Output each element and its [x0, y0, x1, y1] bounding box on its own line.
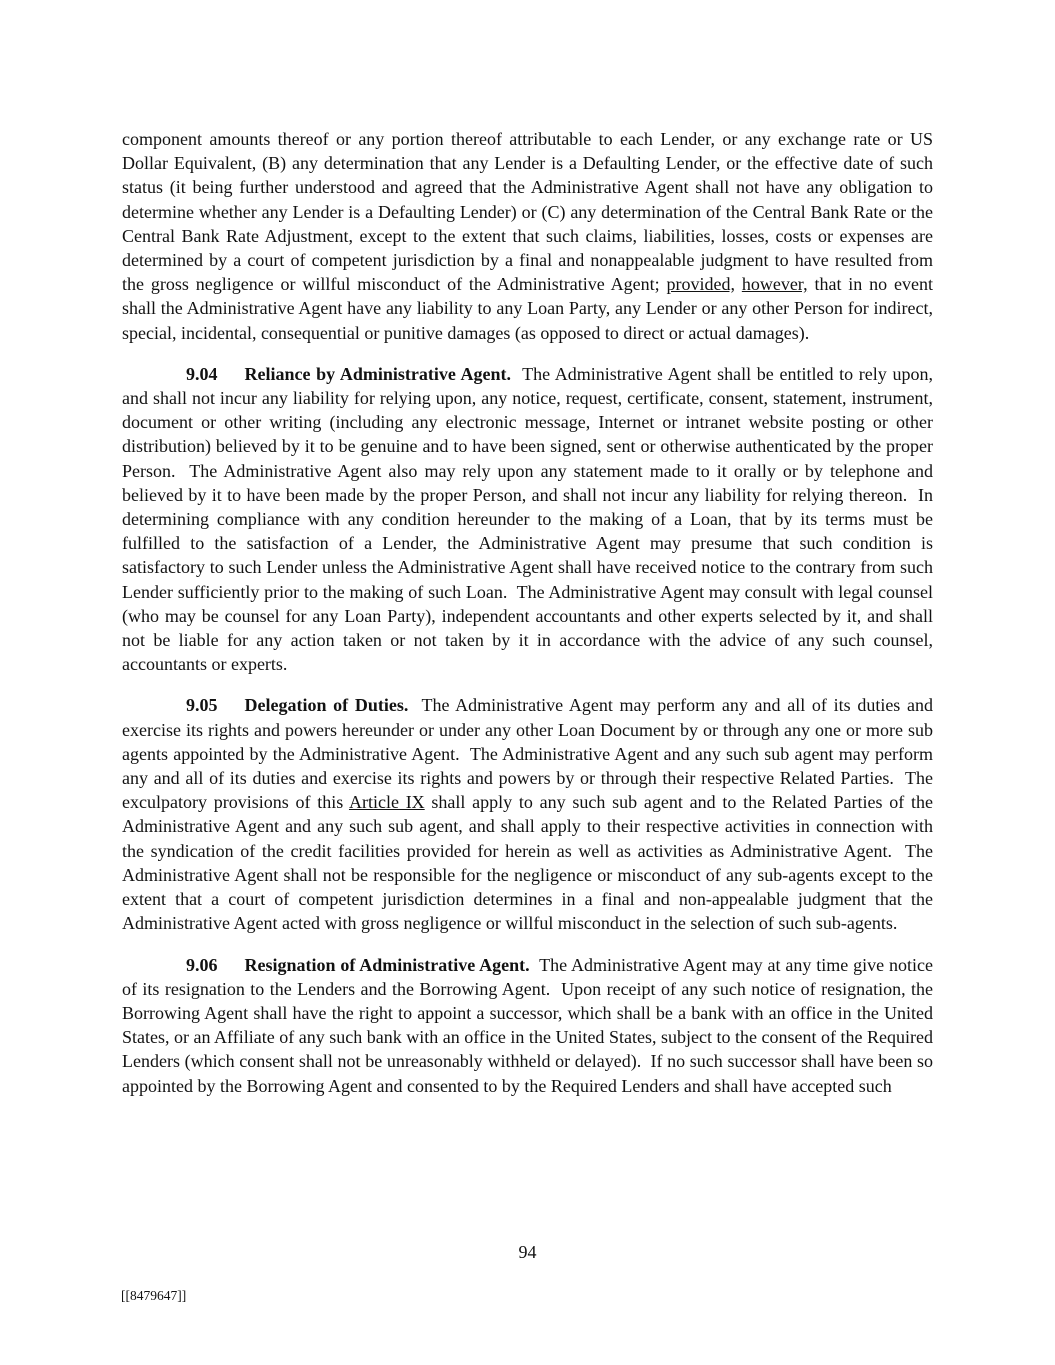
text-run: component amounts thereof or any portion thereof attributable to each Lender, or any exchange rate or US Dollar Equivalent, (B) any determination that any Lender is a Defaulting Lender, or the effective date of such status (it being further understood and agreed that the Administrative Agent shall not have any obligation to determine whether any Lender is a Defaulting Lender) or (C) any determination of the Central Bank Rate or the Central Bank Rate Adjustment, except to the extent that such claims, liabilities, losses, costs or expenses are determined by a court of competent jurisdiction by a final and nonappealable judgment to have resulted from the gross negligence or willful misconduct of the Administrative Agent;	[122, 129, 933, 295]
paragraph-9-04	[122, 362, 933, 677]
page-number: 94	[518, 1242, 537, 1262]
footer-document-id: [[8479647]]	[121, 1288, 187, 1303]
section-number: 9.06	[186, 954, 218, 975]
text-run: The Administrative Agent may at any time give notice of its resignation to the Lenders and the Borrowing Agent. Upon receipt of any such notice of resignation, the Borrowing Agent shall have the right to appoint a successor, which shall be a bank with an office in the United States, or an Affiliate of any such bank with an office in the United States, subject to the consent of the Required Lenders (which consent shall not be unreasonably withheld or delayed). If no such successor shall have been so appointed by the Borrowing Agent and consented to by the Required Lenders and shall have accepted such	[122, 954, 933, 1096]
section-number: 9.05	[186, 695, 218, 716]
paragraph-continuation	[122, 127, 933, 345]
section-title: Resignation of Administrative Agent.	[244, 954, 530, 975]
paragraph-9-06	[122, 953, 933, 1098]
text-run: The Administrative Agent shall be entitled to rely upon, and shall not incur any liability for relying upon, any notice, request, certificate, consent, statement, instrument, document or other writing (including any electronic message, Internet or intranet website posting or other distribution) believed by it to be genuine and to have been signed, sent or otherwise authenticated by the proper Person. The Administrative Agent also may rely upon any statement made to it orally or by telephone and believed by it to have been made by the proper Person, and shall not incur any liability for relying thereon. In determining compliance with any condition hereunder to the making of a Loan, that by its terms must be fulfilled to the satisfaction of a Lender, the Administrative Agent may presume that such condition is satisfactory to such Lender unless the Administrative Agent shall have received notice to the contrary from such Lender sufficiently prior to the making of such Loan. The Administrative Agent may consult with legal counsel (who may be counsel for any Loan Party), independent accountants and other experts selected by it, and shall not be liable for any action taken or not taken by it in accordance with the advice of any such counsel, accountants or experts.	[122, 363, 933, 675]
text-run	[735, 274, 742, 294]
text-run: shall apply to any such sub agent and to the Related Parties of the Administrative Agent and any such sub agent, and shall apply to their respective activities in connection with the syndication of the credit facilities provided for herein as well as activities as Administrative Agent. The Administrative Agent shall not be responsible for the negligence or misconduct of any sub-agents except to the extent that a court of competent jurisdiction determines in a final and non-appealable judgment that the Administrative Agent acted with gross negligence or willful misconduct in the selection of such sub-agents.	[122, 792, 934, 934]
section-title: Reliance by Administrative Agent.	[244, 363, 512, 384]
section-number: 9.04	[186, 363, 218, 384]
section-title: Delegation of Duties.	[244, 695, 409, 716]
underlined-term: however,	[741, 274, 808, 295]
underlined-term: provided,	[666, 274, 735, 295]
underlined-term: Article IX	[348, 792, 425, 813]
text-run: that in no event shall the Administrative Agent have any liability to any Loan Party, any Lender or any other Person for indirect, special, incidental, consequential or punitive damages (as opposed to direct or actual damages).	[122, 274, 933, 343]
text-run: The Administrative Agent may perform any and all of its duties and exercise its rights and powers hereunder or under any other Loan Document by or through any one or more sub agents appointed by the Administrative Agent. The Administrative Agent and any such sub agent may perform any and all of its duties and exercise its rights and powers by or through their respective Related Parties. The exculpatory provisions of this	[122, 695, 933, 813]
document-body	[122, 127, 933, 1098]
paragraph-9-05	[122, 693, 933, 935]
